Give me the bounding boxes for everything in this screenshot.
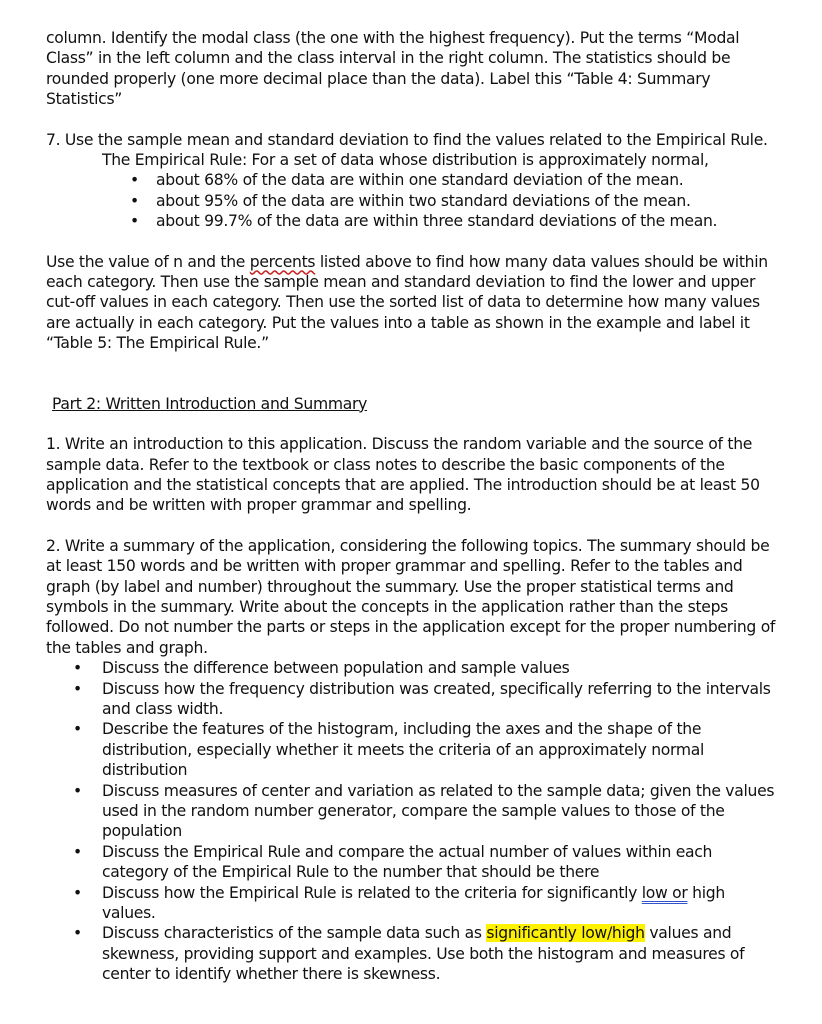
topic-item: • Discuss the difference between population and sample values [46, 658, 776, 678]
topic-item: • Discuss measures of center and variation as related to the sample data; given the values used in the random number generator, compare the sample values to those of the population [46, 781, 776, 842]
empirical-bullet-68: • about 68% of the data are within one standard deviation of the mean. [46, 170, 776, 190]
grammar-flag: low or [641, 883, 688, 902]
document-page [46, 28, 776, 985]
step-7-empirical-rule: 7. Use the sample mean and standard deviation to find the values related to the Empirical Rule. [46, 130, 768, 149]
empirical-bullet-95: • about 95% of the data are within two standard deviations of the mean. [46, 191, 776, 211]
topic-item: • Discuss characteristics of the sample data such as significantly low/high values and skewness, providing support and examples. Use both the histogram and measures of center to identify whether there is skewness. [46, 923, 776, 984]
paragraph-summary-statistics: column. Identify the modal class (the one with the highest frequency). Put the terms “Modal Class” in the left column and the class interval in the right column. The statistics should be rounded properly (one more decimal place than the data). Label this “Table 4: Summary Statistics” [46, 29, 740, 109]
paragraph-use-n: Use the value of n and the percents listed above to find how many data values should be within each category. Then use the sample mean and standard deviation to find the lower and upper cut-off values in each category. Then use the sorted list of data to determine how many values are actually in each category. Put the values into a table as shown in the example and label it “Table 5: The Empirical Rule.” [46, 252, 768, 353]
topic-item: • Discuss the Empirical Rule and compare the actual number of values within each category of the Empirical Rule to the number that should be there [46, 842, 776, 883]
item-2-summary: 2. Write a summary of the application, considering the following topics. The summary should be at least 150 words and be written with proper grammar and spelling. Refer to the tables and graph (by label and number) throughout the summary. Use the proper statistical terms and symbols in the summary. Write about the concepts in the application rather than the steps followed. Do not number the parts or steps in the application except for the proper numbering of the tables and graph. [46, 536, 776, 657]
part-2-heading: Part 2: Written Introduction and Summary [52, 394, 368, 413]
topic-item: • Discuss how the frequency distribution was created, specifically referring to the intervals and class width. [46, 679, 776, 720]
topic-item: • Describe the features of the histogram, including the axes and the shape of the distribution, especially whether it meets the criteria of an approximately normal distribution [46, 719, 776, 780]
summary-topics-list [46, 658, 776, 985]
spelling-flag: percents [249, 252, 316, 271]
empirical-bullet-99-7: • about 99.7% of the data are within three standard deviations of the mean. [46, 211, 776, 231]
empirical-rule-definition: The Empirical Rule: For a set of data whose distribution is approximately normal, [102, 151, 709, 170]
empirical-rule-list [46, 170, 776, 231]
highlighted-text: significantly low/high [486, 924, 645, 943]
topic-item: • Discuss how the Empirical Rule is related to the criteria for significantly low or high values. [46, 883, 776, 924]
item-1-introduction: 1. Write an introduction to this application. Discuss the random variable and the source of the sample data. Refer to the textbook or class notes to describe the basic components of the application and the statistical concepts that are applied. The introduction should be at least 50 words and be written with proper grammar and spelling. [46, 435, 760, 515]
